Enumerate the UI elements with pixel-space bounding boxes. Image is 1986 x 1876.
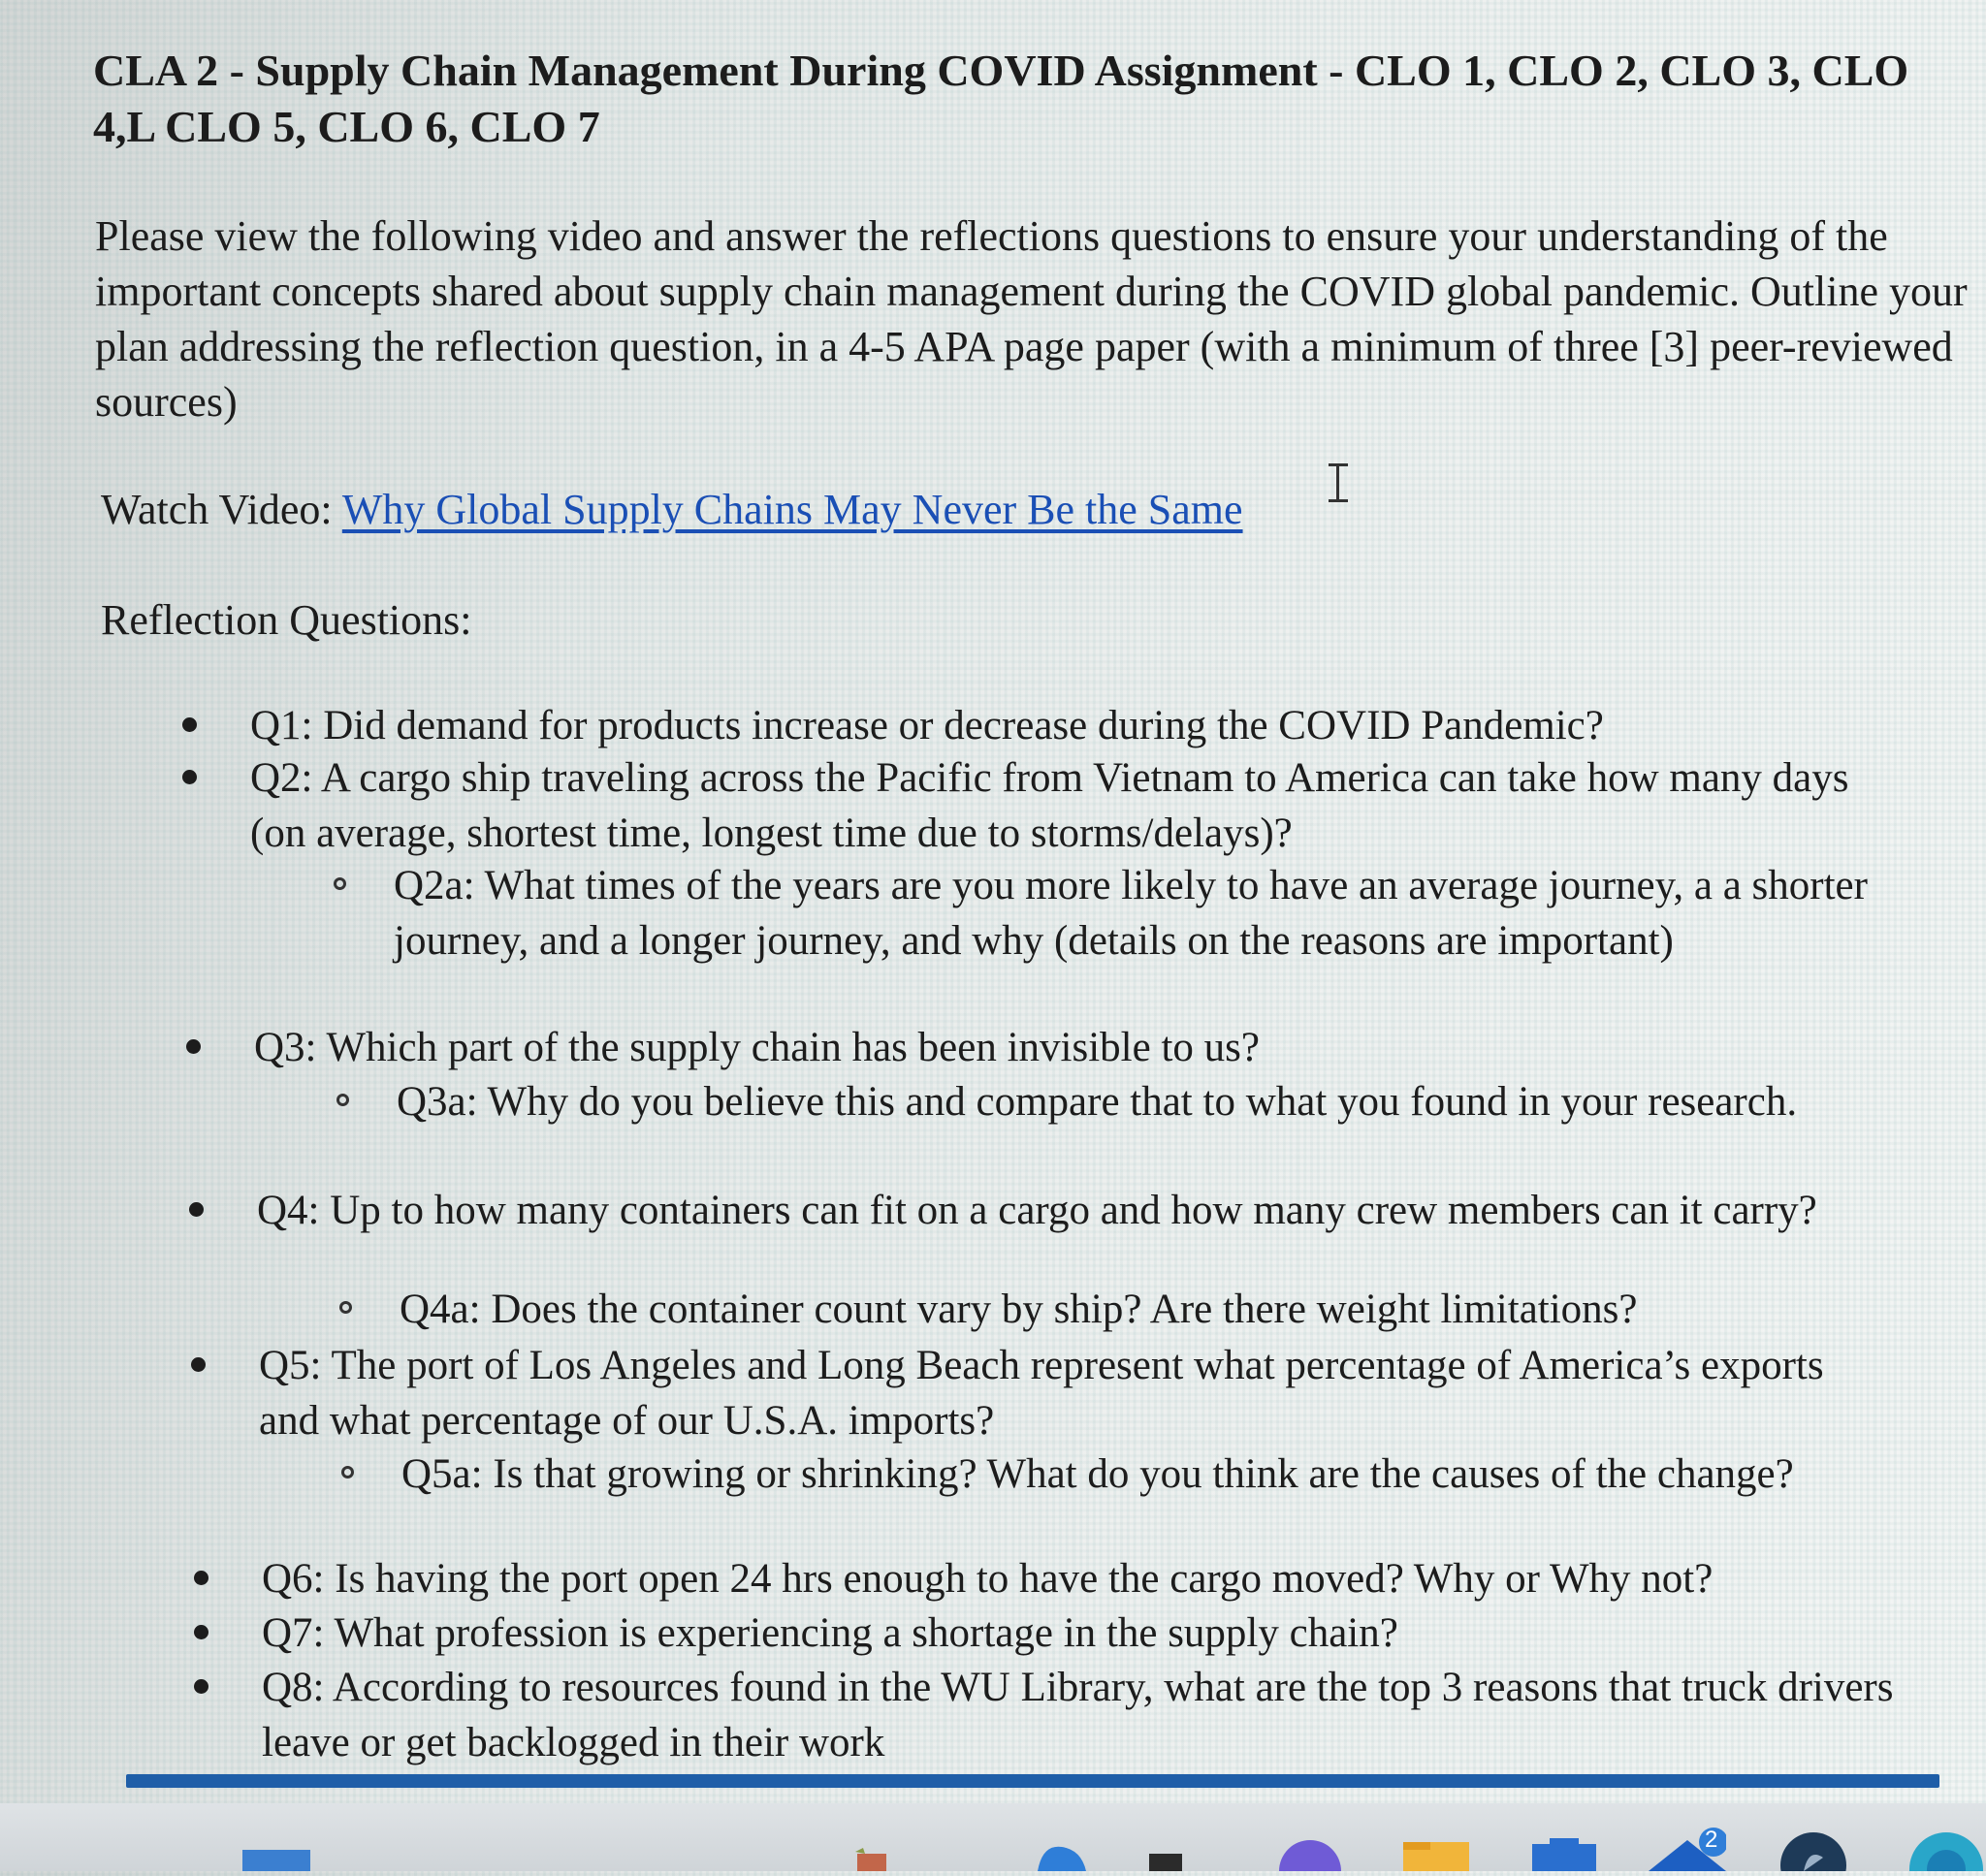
question-text: Q7: What profession is experiencing a shortage in the supply chain? bbox=[262, 1610, 1398, 1656]
question-item bbox=[250, 698, 1763, 753]
taskbar-app-icon[interactable] bbox=[242, 1850, 310, 1871]
reflection-heading: Reflection Questions: bbox=[101, 596, 472, 644]
watch-video-label: Watch Video: bbox=[101, 486, 342, 533]
hollow-bullet-icon bbox=[334, 877, 346, 890]
bullet-icon bbox=[194, 1679, 208, 1694]
hollow-bullet-icon bbox=[339, 1301, 352, 1314]
page-divider-bar bbox=[126, 1774, 1939, 1788]
taskbar-app-icon[interactable] bbox=[1033, 1842, 1091, 1871]
bullet-icon bbox=[194, 1571, 208, 1585]
text-cursor-icon bbox=[1336, 463, 1356, 502]
assignment-title: CLA 2 - Supply Chain Management During COVID Assignment - CLO 1, CLO 2, CLO 3, CLO 4,L CLO 5, CLO 6, CLO 7 bbox=[93, 46, 1909, 151]
question-text: Q2: A cargo ship traveling across the Pacific from Vietnam to America can take how many days (on average, shortest time, longest time due to storms/delays)? bbox=[250, 755, 1849, 856]
taskbar-app-icon[interactable] bbox=[853, 1846, 892, 1871]
bullet-icon bbox=[191, 1357, 206, 1372]
question-item bbox=[254, 1020, 1806, 1075]
question-text: Q3: Which part of the supply chain has been invisible to us? bbox=[254, 1025, 1260, 1070]
hollow-bullet-icon bbox=[341, 1466, 354, 1479]
sub-question-item bbox=[400, 1282, 1912, 1337]
taskbar-edge-icon[interactable] bbox=[1906, 1828, 1986, 1871]
question-text: Q5a: Is that growing or shrinking? What do you think are the causes of the change? bbox=[401, 1451, 1794, 1497]
bullet-icon bbox=[194, 1625, 208, 1639]
taskbar-folder-icon[interactable] bbox=[1401, 1838, 1471, 1871]
bullet-icon bbox=[182, 770, 197, 784]
bullet-icon bbox=[189, 1202, 204, 1217]
question-item bbox=[257, 1183, 1886, 1238]
taskbar-app-icon[interactable] bbox=[1278, 1838, 1342, 1871]
bullet-icon bbox=[182, 717, 197, 732]
sub-question-item bbox=[397, 1074, 1812, 1129]
question-item bbox=[250, 750, 1860, 861]
taskbar-store-icon[interactable] bbox=[1530, 1838, 1598, 1871]
question-text: Q6: Is having the port open 24 hrs enough to have the cargo moved? Why or Why not? bbox=[262, 1556, 1714, 1602]
taskbar bbox=[0, 1803, 1986, 1871]
assignment-instructions: Please view the following video and answer the reflections questions to ensure your understanding of the important concepts shared about supply chain management during the COVID global pandemic. Outline your plan addressing the reflection question, in a 4-5 APA page paper (with a minimum of three [3] peer-reviewed sources) bbox=[95, 212, 1968, 426]
question-text: Q8: According to resources found in the WU Library, what are the top 3 reasons that truck drivers leave or get backlogged in their work bbox=[262, 1665, 1894, 1765]
question-item bbox=[262, 1606, 1910, 1661]
watch-video-line bbox=[101, 483, 1243, 537]
taskbar-app-icon[interactable] bbox=[1149, 1854, 1182, 1871]
question-item bbox=[259, 1338, 1888, 1448]
question-text: Q4a: Does the container count vary by ship? Are there weight limitations? bbox=[400, 1287, 1638, 1332]
sub-question-item bbox=[394, 858, 1945, 969]
question-text: Q2a: What times of the years are you more likely to have an average journey, a a shorter journey, and a longer journey, and why (details on the reasons are important) bbox=[394, 863, 1868, 964]
hollow-bullet-icon bbox=[336, 1094, 349, 1106]
sub-question-item bbox=[401, 1447, 1798, 1502]
question-text: Q3a: Why do you believe this and compare that to what you found in your research. bbox=[397, 1079, 1798, 1125]
question-text: Q1: Did demand for products increase or decrease during the COVID Pandemic? bbox=[250, 703, 1604, 748]
question-text: Q4: Up to how many containers can fit on a cargo and how many crew members can it carry? bbox=[257, 1188, 1817, 1233]
taskbar-app-icon[interactable] bbox=[1779, 1828, 1847, 1871]
bullet-icon bbox=[186, 1039, 201, 1054]
taskbar-mail-icon[interactable] bbox=[1649, 1827, 1726, 1871]
video-link[interactable]: Why Global Supply Chains May Never Be the Same bbox=[341, 486, 1243, 533]
question-item bbox=[262, 1551, 1930, 1606]
question-text: Q5: The port of Los Angeles and Long Beach represent what percentage of America’s exports and what percentage of our U.S.A. imports? bbox=[259, 1343, 1824, 1444]
question-item bbox=[262, 1660, 1949, 1770]
notification-badge: 2 bbox=[1705, 1827, 1718, 1853]
